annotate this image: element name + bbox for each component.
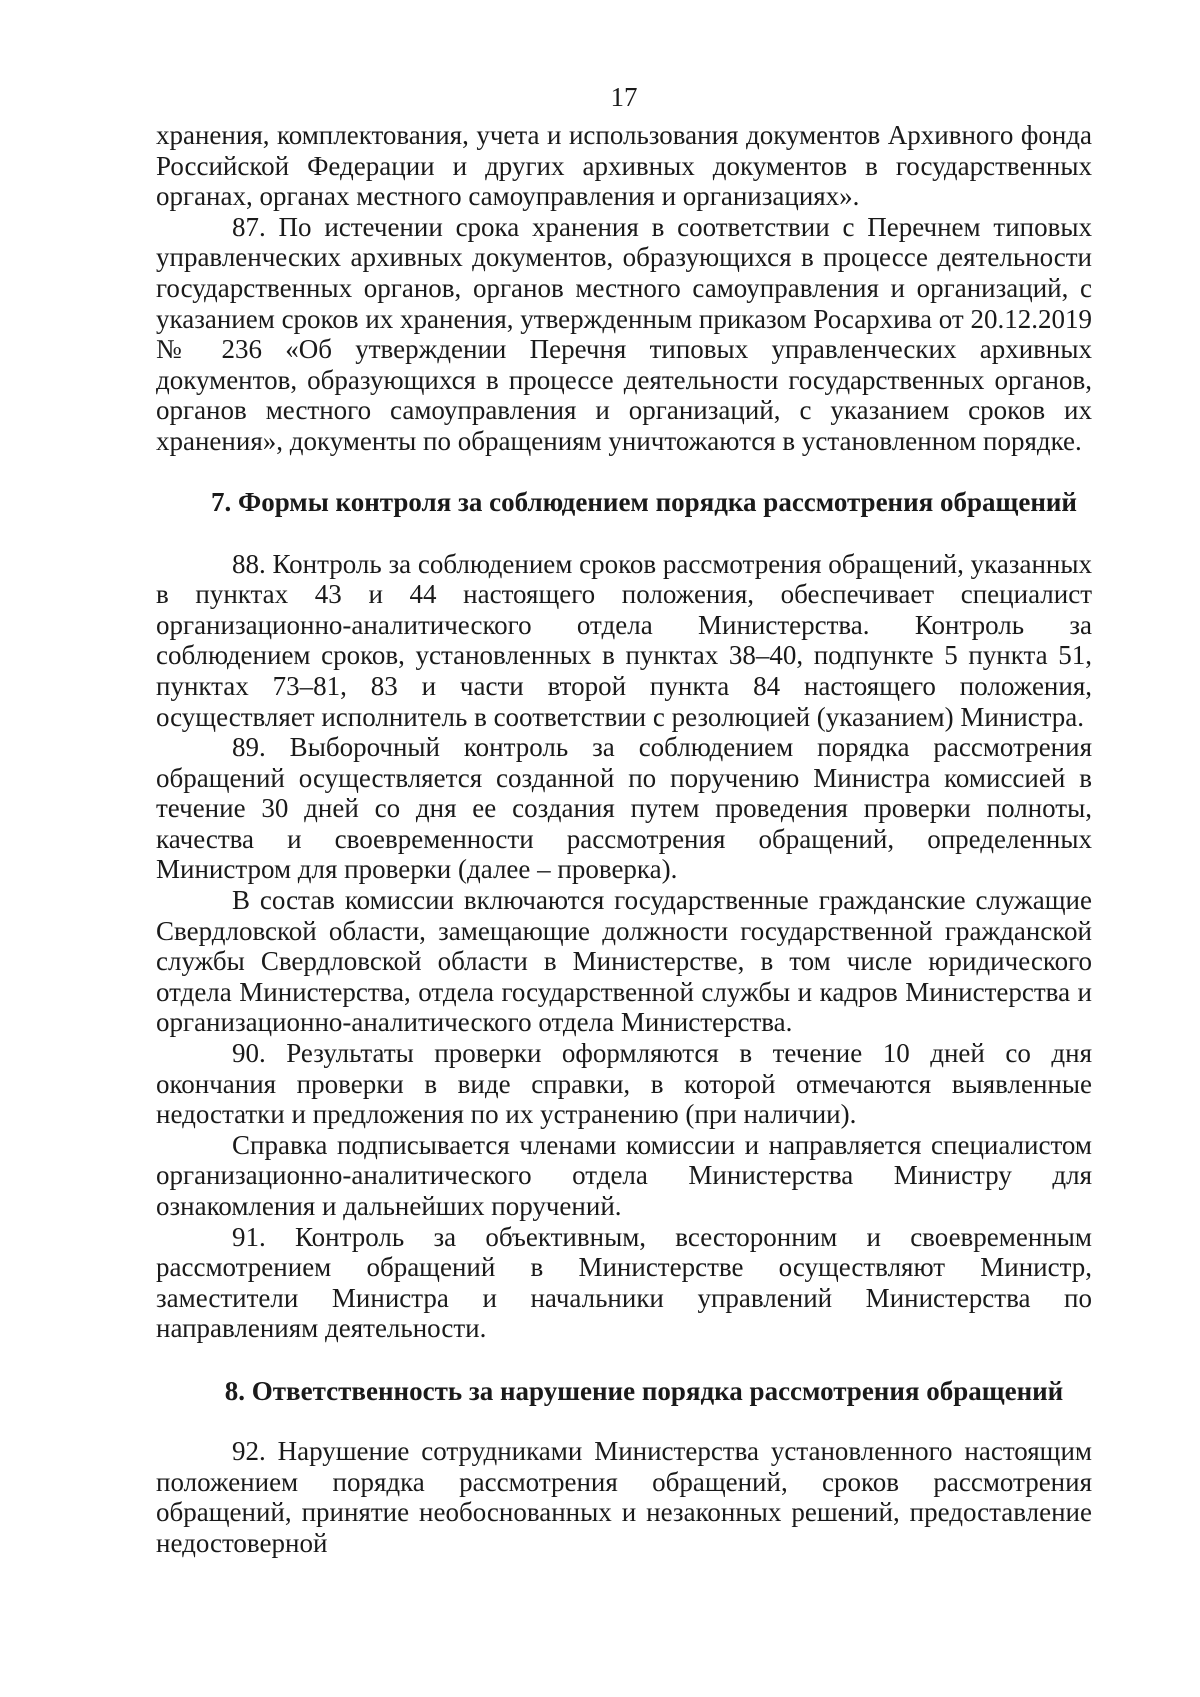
paragraph-88: 88. Контроль за соблюдением сроков рассмотрения обращений, указанных в пунктах 43 и 44 настоящего положения, обеспечивает специалист организационно-аналитического отдела Министерства. Контроль за соблюдением сроков, установленных в пунктах 38–40, подпункте 5 пункта 51, пунктах 73–81, 83 и части второй пункта 84 настоящего положения, осуществляет исполнитель в соответствии с резолюцией (указанием) Министра.	[156, 548, 1092, 732]
section-8-heading: 8. Ответственность за нарушение порядка рассмотрения обращений	[224, 1375, 1064, 1406]
paragraph-90: 90. Результаты проверки оформляются в течение 10 дней со дня окончания проверки в виде справки, в которой отмечаются выявленные недостатки и предложения по их устранению (при наличии).	[156, 1038, 1092, 1130]
paragraph-87: 87. По истечении срока хранения в соответствии с Перечнем типовых управленческих архивных документов, образующихся в процессе деятельности государственных органов, органов местного самоуправления и организаций, с указанием сроков их хранения, утвержденным приказом Росархива от 20.12.2019 № 236 «Об утверждении Перечня типовых управленческих архивных документов, образующихся в процессе деятельности государственных органов, органов местного самоуправления и организаций, с указанием сроков их хранения», документы по обращениям уничтожаются в установленном порядке.	[156, 211, 1092, 456]
paragraph-continuation: хранения, комплектования, учета и использования документов Архивного фонда Российской Федерации и других архивных документов в государственных органах, органах местного самоуправления и организациях».	[156, 120, 1092, 212]
section-7-heading: 7. Формы контроля за соблюдением порядка рассмотрения обращений	[211, 486, 1077, 517]
paragraph-91: 91. Контроль за объективным, всесторонним и своевременным рассмотрением обращений в Министерстве осуществляют Министр, заместители Министра и начальники управлений Министерства по направлениям деятельности.	[156, 1221, 1092, 1344]
paragraph-92: 92. Нарушение сотрудниками Министерства установленного настоящим положением порядка рассмотрения обращений, сроков рассмотрения обращений, принятие необоснованных и незаконных решений, предоставление недостоверной	[156, 1435, 1092, 1558]
page-number: 17	[610, 82, 638, 112]
paragraph-89-commission: В состав комиссии включаются государственные гражданские служащие Свердловской области, замещающие должности государственной гражданской службы Свердловской области в Министерстве, в том числе юридического отдела Министерства, отдела государственной службы и кадров Министерства и организационно-аналитического отдела Министерства.	[156, 885, 1092, 1038]
paragraph-89: 89. Выборочный контроль за соблюдением порядка рассмотрения обращений осуществляется созданной по поручению Министра комиссией в течение 30 дней со дня ее создания путем проведения проверки полноты, качества и своевременности рассмотрения обращений, определенных Министром для проверки (далее – проверка).	[156, 732, 1092, 885]
paragraph-90-report: Справка подписывается членами комиссии и направляется специалистом организационно-аналитического отдела Министерства Министру для ознакомления и дальнейших поручений.	[156, 1129, 1092, 1221]
